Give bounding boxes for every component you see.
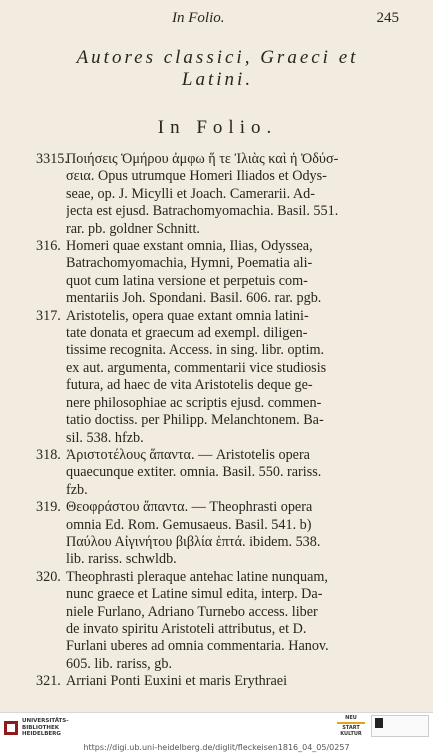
catalog-entry xyxy=(36,499,399,569)
logo-line: UNIVERSITÄTS- xyxy=(22,718,69,725)
government-sponsor-logo[interactable] xyxy=(371,715,429,737)
entry-text xyxy=(66,447,399,499)
section-title xyxy=(36,47,399,91)
logo-line: HEIDELBERG xyxy=(22,731,61,738)
entry-text xyxy=(66,308,399,447)
library-logo-icon xyxy=(4,721,18,735)
catalog-entry xyxy=(36,151,399,238)
entry-line: ex aut. argumenta, commentarii vice studiosis xyxy=(66,359,327,376)
entry-text xyxy=(66,238,399,308)
entry-line: Arriani Ponti Euxini et maris Erythraei xyxy=(66,673,288,690)
catalog-entries xyxy=(36,151,399,691)
entry-line: mentariis Joh. Spondani. Basil. 606. rar. pgb. xyxy=(66,290,322,307)
entry-line: Batrachomyomachia, Hymni, Poematia ali- xyxy=(66,255,313,272)
entry-number: 317. xyxy=(36,307,61,324)
neustart-kultur-logo[interactable] xyxy=(337,715,365,737)
entry-line: quot cum latina versione et perpetuis com- xyxy=(66,272,308,289)
entry-number: 316. xyxy=(36,238,61,255)
entry-line: rar. pb. goldner Schnitt. xyxy=(66,220,200,237)
entry-line: Homeri quae exstant omnia, Ilias, Odyssea, xyxy=(66,238,313,255)
entry-line: tatio doctiss. per Philipp. Melanchtonem. Ba- xyxy=(66,412,324,429)
entry-line: Aristotelis, opera quae extant omnia latini- xyxy=(66,307,309,324)
entry-line: jecta est ejusd. Batrachomyomachia. Basil. 551. xyxy=(66,203,339,220)
running-head xyxy=(36,10,399,27)
entry-line: de invato spiritu Aristoteli attributus, et D. xyxy=(66,620,307,637)
entry-line: 605. lib. rariss, gb. xyxy=(66,655,173,672)
entry-line: tissime recognita. Access. in sing. libr. optim. xyxy=(66,342,325,359)
entry-number: 3315. xyxy=(36,151,68,167)
entry-text xyxy=(66,499,399,569)
entry-line: σεια. Opus utrumque Homeri Iliados et Odys- xyxy=(66,168,327,185)
entry-line: Theophrasti pleraque antehac latine nunquam, xyxy=(66,568,328,585)
page-url[interactable]: https://digi.ub.uni-heidelberg.de/diglit/fleckeisen1816_04_05/0257 xyxy=(83,743,350,752)
neu-line: KULTUR xyxy=(340,731,362,737)
entry-line: tate donata et graecum ad exempl. diligen- xyxy=(66,325,308,342)
entry-number: 321. xyxy=(36,673,61,690)
viewer-footer xyxy=(0,712,433,755)
entry-line: seae, op. J. Micylli et Joach. Camerarii. Ad- xyxy=(66,185,316,202)
entry-number: 319. xyxy=(36,499,61,516)
catalog-entry xyxy=(36,238,399,308)
entry-line: lib. rariss. schwldb. xyxy=(66,551,177,568)
catalog-entry xyxy=(36,673,399,690)
entry-line: sil. 538. hfzb. xyxy=(66,429,144,446)
entry-line: nunc graece et Latine simul edita, interp. Da- xyxy=(66,586,323,603)
section-title-line-1: Autores classici, Graeci et xyxy=(76,47,359,68)
format-heading: In Folio. xyxy=(157,117,278,138)
logo-line: BIBLIOTHEK xyxy=(22,724,60,731)
entry-line: nere philosophiae ac scriptis ejusd. commen- xyxy=(66,394,322,411)
entry-text xyxy=(66,151,399,238)
entry-line: omnia Ed. Rom. Gemusaeus. Basil. 541. b) xyxy=(66,516,312,533)
entry-text xyxy=(66,673,399,690)
catalog-entry xyxy=(36,308,399,447)
entry-line: Θεοφράστου ἅπαντα. — Theophrasti opera xyxy=(66,499,313,516)
neu-line: NEU xyxy=(345,715,357,721)
section-title-line-2: Latini. xyxy=(181,69,254,90)
entry-text xyxy=(66,569,399,673)
page-number: 245 xyxy=(376,10,399,26)
entry-line: quaecunque extiter. omnia. Basil. 550. rariss. xyxy=(66,464,322,481)
neu-line: START xyxy=(342,725,360,731)
entry-line: Παύλου Αἰγινήτου βιβλία ἑπτά. ibidem. 538. xyxy=(66,533,321,550)
entry-line: fzb. xyxy=(66,481,88,498)
entry-line: Ἀριστοτέλους ἅπαντα. — Aristotelis opera xyxy=(66,446,310,463)
entry-number: 318. xyxy=(36,446,61,463)
entry-line: niele Furlano, Adriano Turnebo access. liber xyxy=(66,603,318,620)
entry-number: 320. xyxy=(36,568,61,585)
catalog-entry xyxy=(36,447,399,499)
catalog-entry xyxy=(36,569,399,673)
entry-line: Ποιήσεις Ὁμήρου ἀμφω ἥ τε Ἰλιὰς καὶ ἡ Ὀδύσ- xyxy=(66,151,339,167)
university-library-logo[interactable] xyxy=(4,717,114,739)
entry-line: Furlani uberes ad omnia commentaria. Hanov. xyxy=(66,638,329,655)
eagle-icon xyxy=(375,718,383,728)
running-head-title: In Folio. xyxy=(172,10,225,26)
entry-line: futura, ad haec de vita Aristotelis deque ge- xyxy=(66,377,313,394)
